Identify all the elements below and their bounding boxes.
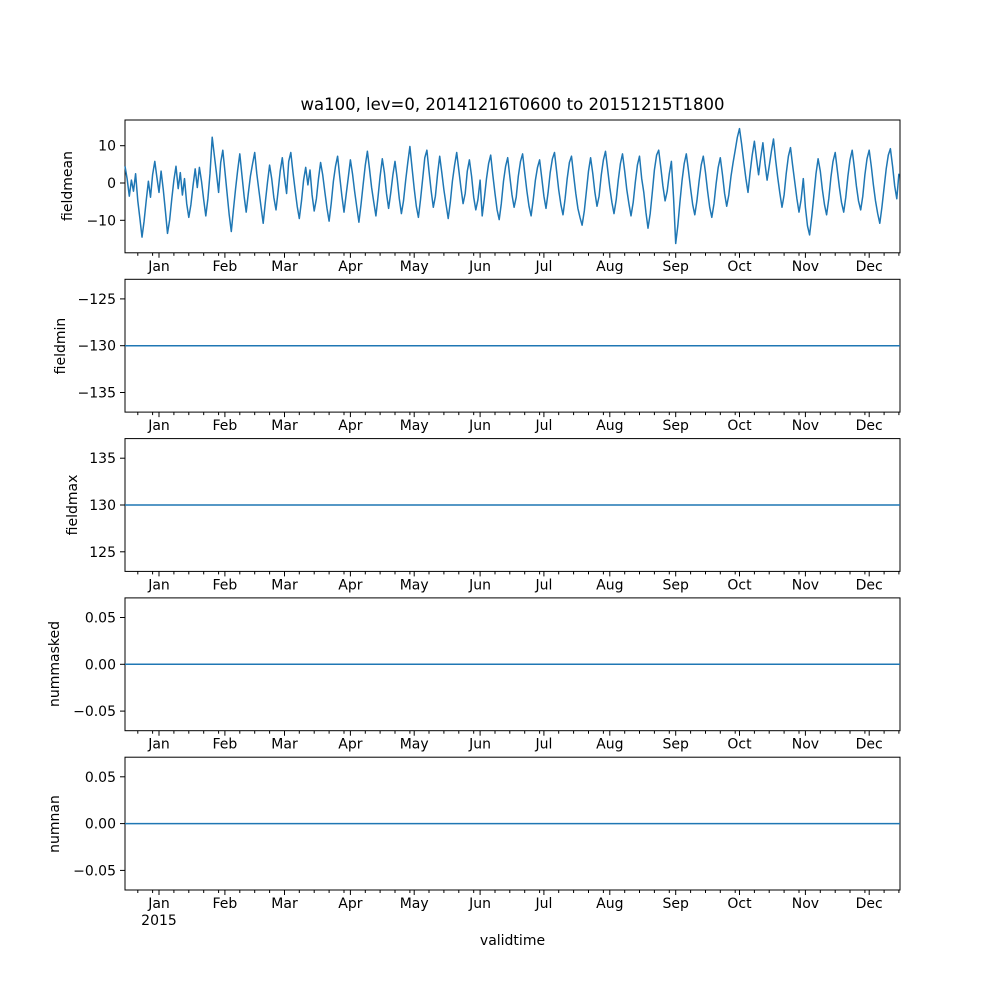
x-tick-label: Jul [535,418,553,435]
x-tick-label: Jun [469,258,492,275]
x-offset-year-label: 2015 [141,913,177,929]
x-tick-label: Jul [535,736,553,753]
x-tick-label: Nov [791,736,820,753]
x-tick-label: May [399,736,429,753]
ylabel-fieldmin: fieldmin [53,317,69,375]
x-tick-label: Jan [148,418,170,435]
x-tick-label: May [399,577,429,594]
x-tick-label: Jun [469,418,492,435]
x-tick-label: Mar [271,896,298,912]
x-tick-label: Aug [596,418,624,435]
x-tick-label: Jun [469,577,492,594]
x-tick-label: Oct [727,577,752,594]
x-tick-label: Sep [662,258,689,275]
x-tick-label: Nov [791,418,820,435]
x-tick-label: Jul [535,577,553,594]
y-tick-label: 0.00 [84,816,116,833]
x-tick-label: May [399,418,429,435]
x-tick-label: Jan [148,896,170,912]
ylabel-numnan: numnan [47,795,63,853]
y-tick-label: 0 [107,176,116,192]
x-tick-label: Sep [662,577,689,594]
x-tick-label: Feb [212,577,238,594]
x-tick-label: Jul [535,896,553,912]
x-tick-label: Feb [212,896,238,912]
x-tick-label: May [399,258,429,275]
x-tick-label: Nov [791,896,820,912]
x-tick-label: Apr [338,258,363,275]
x-tick-label: Apr [338,896,363,912]
x-tick-label: Dec [855,896,883,912]
y-tick-label: −130 [77,338,116,355]
x-tick-label: Apr [338,736,363,753]
y-tick-label: 10 [98,138,116,155]
x-tick-label: Dec [855,418,883,435]
y-tick-label: 0.00 [84,657,116,674]
y-tick-label: −0.05 [73,863,116,880]
x-tick-label: Apr [338,577,363,594]
x-tick-label: Mar [271,736,298,753]
x-tick-label: Mar [271,418,298,435]
ylabel-fieldmax: fieldmax [65,474,81,536]
x-tick-label: Jul [535,258,553,275]
x-tick-label: Dec [855,258,883,275]
x-tick-label: Sep [662,736,689,753]
x-tick-label: Oct [727,736,752,753]
x-tick-label: Sep [662,418,689,435]
y-tick-label: −135 [77,385,116,402]
x-tick-label: Apr [338,418,363,435]
x-tick-label: May [399,896,429,912]
y-tick-label: 0.05 [84,769,116,786]
x-tick-label: Oct [727,258,752,275]
x-tick-label: Sep [662,896,689,912]
x-tick-label: Dec [855,577,883,594]
x-tick-label: Aug [596,258,624,275]
ylabel-fieldmean: fieldmean [60,151,76,221]
x-tick-label: Feb [212,258,238,275]
x-tick-label: Aug [596,896,624,912]
x-tick-label: Oct [727,896,752,912]
x-tick-label: Nov [791,577,820,594]
y-tick-label: −0.05 [73,704,116,721]
xlabel: validtime [479,933,546,949]
y-tick-label: 125 [89,544,116,561]
x-tick-label: Aug [596,577,624,594]
x-tick-label: Aug [596,736,624,753]
ylabel-nummasked: nummasked [47,621,63,708]
y-tick-label: 130 [89,498,116,514]
y-tick-label: 0.05 [84,610,116,627]
series-line-fieldmean [125,129,899,244]
y-tick-label: 135 [89,451,116,468]
axes-frame-fieldmean [125,120,900,253]
y-tick-label: −125 [77,291,116,308]
x-tick-label: Dec [855,736,883,753]
x-tick-label: Oct [727,418,752,435]
x-tick-label: Mar [271,577,298,594]
x-tick-label: Feb [212,418,238,435]
x-tick-label: Jan [148,736,170,753]
x-tick-label: Jun [469,736,492,753]
x-tick-label: Feb [212,736,238,753]
x-tick-label: Jan [148,258,170,275]
x-tick-label: Nov [791,258,820,275]
chart-title: wa100, lev=0, 20141216T0600 to 20151215T1800 [300,95,725,114]
x-tick-label: Jan [148,577,170,594]
x-tick-label: Mar [271,258,298,275]
y-tick-label: −10 [86,213,116,230]
x-tick-label: Jun [469,896,492,912]
